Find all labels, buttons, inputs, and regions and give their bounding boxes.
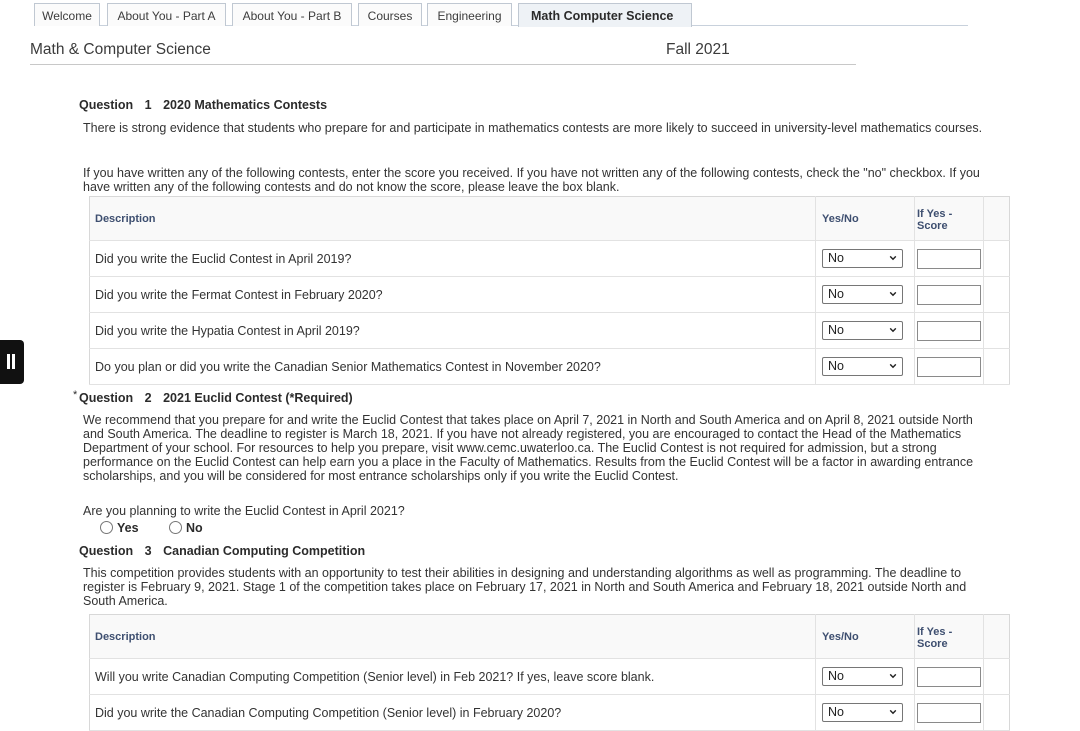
- row-spacer: [984, 313, 1010, 349]
- tab-bar: [34, 3, 968, 26]
- question-title: 2021 Euclid Contest (*Required): [163, 391, 353, 405]
- tab-courses[interactable]: Courses: [358, 3, 422, 26]
- radio-button[interactable]: [169, 521, 182, 534]
- grid-header-row: [90, 197, 1010, 241]
- question-number: 3: [144, 544, 152, 558]
- row-spacer: [984, 277, 1010, 313]
- score-input[interactable]: [917, 667, 981, 687]
- select-value: No: [828, 705, 844, 719]
- term-label: Fall 2021: [666, 41, 730, 58]
- question-label: Question: [79, 544, 134, 558]
- pause-icon[interactable]: [0, 340, 24, 384]
- row-description: Did you write the Hypatia Contest in April 2019?: [90, 313, 816, 349]
- question-1-instructions: If you have written any of the following contests, enter the score you received. If you have not written any of the following contests, check the "no" checkbox. If you have written any of the following contests and do not know the score, please leave the box blank.: [83, 166, 980, 194]
- row-description: Did you write the Fermat Contest in February 2020?: [90, 277, 816, 313]
- table-row: [90, 659, 1010, 695]
- radio-button[interactable]: [100, 521, 113, 534]
- chevron-down-icon: [889, 362, 897, 370]
- select-value: No: [828, 323, 844, 337]
- radio-label: Yes: [117, 521, 139, 535]
- row-description: Did you write the Euclid Contest in April 2019?: [90, 241, 816, 277]
- question-2-text: We recommend that you prepare for and write the Euclid Contest that takes place on April 7, 2021 in North and South America and on April 8, 2021 outside North and South America. The deadline to register is March 18, 2021. If you have not already registered, you are encouraged to contact the Head of the Mathematics Department of your school. For resources to help you prepare, visit www.cemc.uwaterloo.ca. The Euclid Contest is not required for admission, but a strong performance on the Euclid Contest can help earn you a place in the Faculty of Mathematics. Results from the Euclid Contest will be a factor in awarding entrance scholarships, and you will be considered for most entrance scholarships only if you write the Euclid Contest.: [83, 413, 974, 483]
- tab-about-you-part-b[interactable]: About You - Part B: [232, 3, 352, 26]
- row-spacer: [984, 659, 1010, 695]
- table-row: [90, 277, 1010, 313]
- row-spacer: [984, 349, 1010, 385]
- tab-engineering[interactable]: Engineering: [427, 3, 512, 26]
- question-1-grid: [89, 196, 1010, 385]
- question-number: 2: [144, 391, 152, 405]
- required-marker: *: [73, 389, 78, 401]
- column-score: If Yes - Score: [915, 197, 984, 241]
- table-row: [90, 349, 1010, 385]
- select-value: No: [828, 287, 844, 301]
- tab-math-computer-science[interactable]: Math Computer Science: [518, 3, 692, 27]
- select-value: No: [828, 359, 844, 373]
- radio-no[interactable]: [169, 521, 203, 535]
- question-3-grid: [89, 614, 1010, 731]
- question-2-heading: [79, 391, 353, 405]
- tab-about-you-part-a[interactable]: About You - Part A: [107, 3, 226, 26]
- header-divider: [30, 64, 856, 65]
- question-number: 1: [144, 98, 152, 112]
- question-1-intro: There is strong evidence that students who prepare for and participate in mathematics contests are more likely to succeed in university-level mathematics courses.: [83, 121, 983, 135]
- question-3-heading: [79, 544, 365, 558]
- score-input[interactable]: [917, 321, 981, 341]
- question-label: Question: [79, 98, 134, 112]
- tab-welcome[interactable]: Welcome: [34, 3, 100, 26]
- radio-yes[interactable]: [100, 521, 139, 535]
- column-description: Description: [90, 197, 816, 241]
- question-1-heading: [79, 98, 327, 112]
- column-spacer: [984, 197, 1010, 241]
- question-2-prompt: Are you planning to write the Euclid Contest in April 2021?: [83, 504, 405, 518]
- column-score: If Yes - Score: [915, 615, 984, 659]
- column-spacer: [984, 615, 1010, 659]
- row-description: Do you plan or did you write the Canadian Senior Mathematics Contest in November 2020?: [90, 349, 816, 385]
- row-spacer: [984, 241, 1010, 277]
- question-title: Canadian Computing Competition: [163, 544, 366, 558]
- radio-label: No: [186, 521, 203, 535]
- chevron-down-icon: [889, 326, 897, 334]
- page-title: Math & Computer Science: [30, 41, 211, 58]
- yes-no-select[interactable]: [822, 667, 903, 686]
- yes-no-select[interactable]: [822, 249, 903, 268]
- question-title: 2020 Mathematics Contests: [163, 98, 328, 112]
- score-input[interactable]: [917, 703, 981, 723]
- chevron-down-icon: [889, 672, 897, 680]
- select-value: No: [828, 251, 844, 265]
- score-input[interactable]: [917, 357, 981, 377]
- table-row: [90, 695, 1010, 731]
- yes-no-select[interactable]: [822, 285, 903, 304]
- chevron-down-icon: [889, 254, 897, 262]
- chevron-down-icon: [889, 708, 897, 716]
- table-row: [90, 313, 1010, 349]
- row-description: Did you write the Canadian Computing Competition (Senior level) in February 2020?: [90, 695, 816, 731]
- yes-no-select[interactable]: [822, 357, 903, 376]
- yes-no-select[interactable]: [822, 321, 903, 340]
- row-description: Will you write Canadian Computing Competition (Senior level) in Feb 2021? If yes, leave score blank.: [90, 659, 816, 695]
- grid-header-row: [90, 615, 1010, 659]
- select-value: No: [828, 669, 844, 683]
- column-yes-no: Yes/No: [816, 615, 915, 659]
- score-input[interactable]: [917, 249, 981, 269]
- table-row: [90, 241, 1010, 277]
- row-spacer: [984, 695, 1010, 731]
- chevron-down-icon: [889, 290, 897, 298]
- score-input[interactable]: [917, 285, 981, 305]
- column-yes-no: Yes/No: [816, 197, 915, 241]
- question-label: Question: [79, 391, 134, 405]
- yes-no-select[interactable]: [822, 703, 903, 722]
- question-3-text: This competition provides students with an opportunity to test their abilities in designing and understanding algorithms as well as programming. The deadline to register is February 9, 2021. Stage 1 of the competition takes place on February 17, 2021 in North and South America and February 18, 2021 outside North and South America.: [83, 566, 967, 608]
- column-description: Description: [90, 615, 816, 659]
